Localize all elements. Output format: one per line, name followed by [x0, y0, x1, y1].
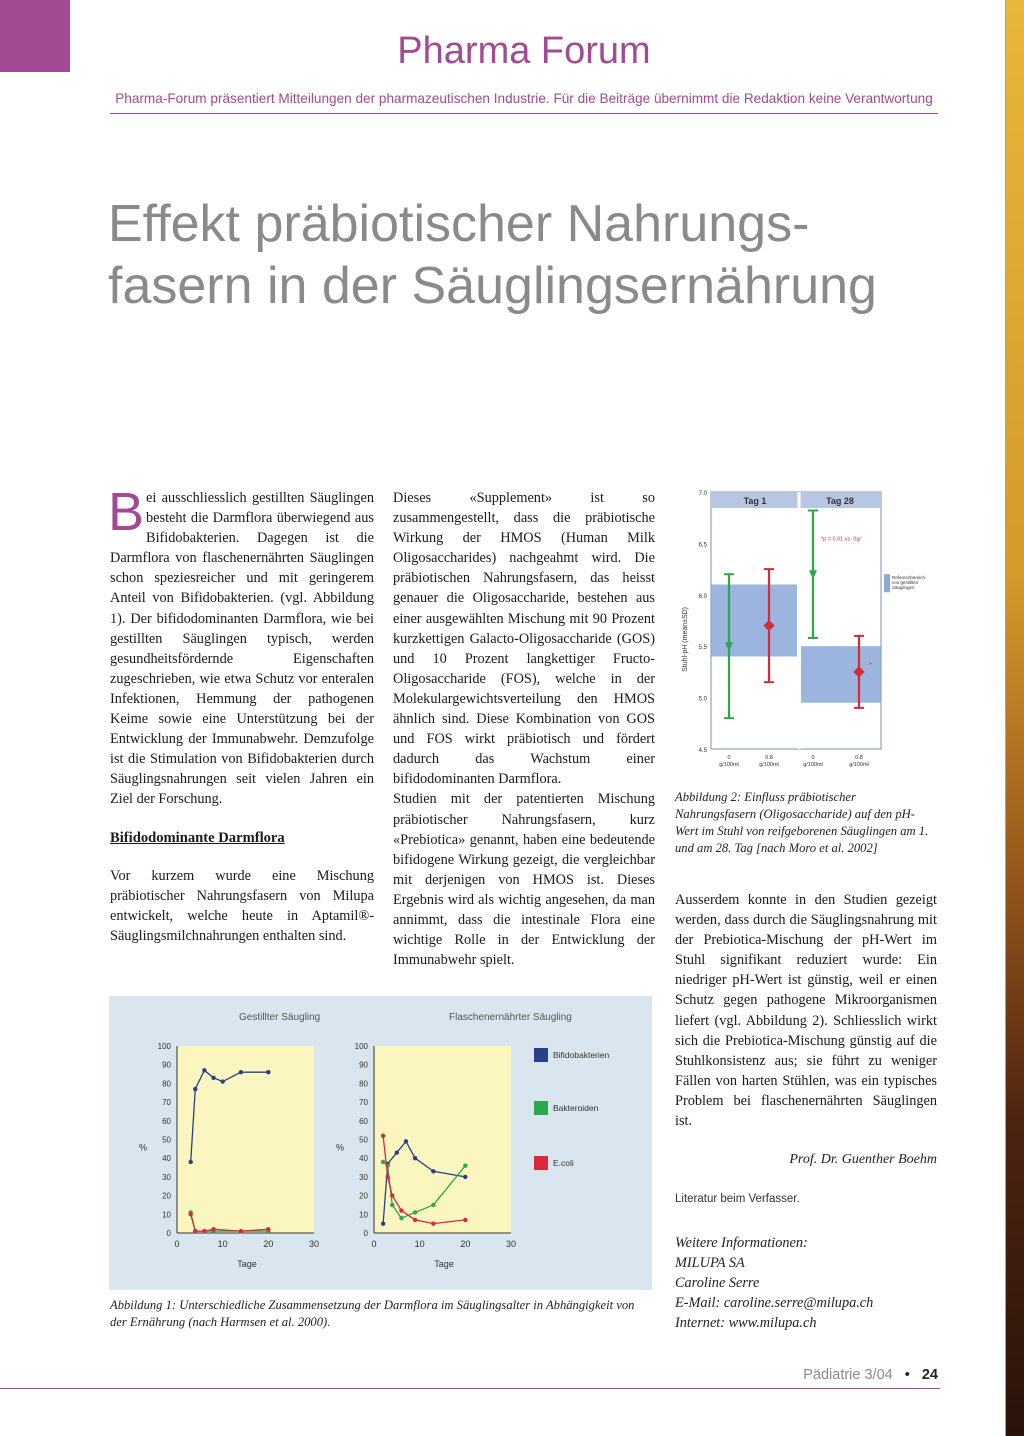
x-tick-label: 20	[263, 1239, 274, 1249]
x-tick-label: 0	[727, 755, 731, 761]
page-edge-line	[1005, 0, 1006, 1436]
legend-label: von gestillten	[892, 580, 919, 586]
y-tick-label: 20	[162, 1191, 171, 1201]
legend-swatch	[884, 574, 890, 592]
x-tick-label: 30	[505, 1239, 517, 1249]
plot-area	[177, 1046, 314, 1233]
data-point	[431, 1203, 435, 1207]
data-point	[399, 1208, 403, 1212]
significance-annotation: *p = 0.01 vs. 0g/	[821, 536, 861, 543]
y-tick-label: 6.0	[698, 593, 707, 600]
reference-band	[801, 646, 881, 703]
data-point	[220, 1079, 224, 1083]
data-point	[239, 1070, 243, 1074]
corner-accent	[0, 0, 70, 72]
page-number: 24	[921, 1367, 938, 1383]
contact-info	[675, 1233, 873, 1333]
chart-title: Flaschenernährter Säugling	[449, 1012, 572, 1023]
data-point	[202, 1068, 206, 1072]
x-tick-label: g/100ml	[803, 762, 823, 768]
y-tick-label: 40	[359, 1154, 368, 1164]
panel-header	[711, 492, 881, 508]
y-tick-label: 30	[162, 1172, 171, 1182]
data-point	[390, 1203, 394, 1207]
figure-2-chart	[675, 486, 940, 778]
x-tick-label: 0.8	[855, 755, 863, 761]
x-tick-label: 0	[174, 1239, 180, 1249]
paragraph-studien: Studien mit der patentierten Mischung präbiotischer Nahrungsfasern, kurz «Prebiotica» genannt, haben eine bedeutende bifidogene Wirkung gezeigt, die vergleichbar mit derjenigen von HMOS ist. Dieses Ergebnis wird als wichtig angesehen, da man annimmt, dass die intestinale Flora eine wichtige Rolle in der Entwicklung der Immunabwehr spielt.	[393, 791, 655, 969]
legend-swatch	[534, 1048, 548, 1062]
chart-title: Gestillter Säugling	[239, 1012, 321, 1023]
article-title	[108, 193, 928, 317]
significance-marker: *	[869, 661, 872, 669]
y-axis-label: Stuhl-pH (mean±SD)	[682, 606, 689, 672]
x-axis-label: Tage	[434, 1259, 454, 1269]
subheading: Bifidodominante Darmflora	[110, 829, 285, 846]
data-point	[395, 1150, 399, 1154]
contact-line: Weitere Informationen:	[675, 1235, 808, 1251]
page-edge-decoration	[1006, 0, 1024, 1436]
contact-website[interactable]: Internet: www.milupa.ch	[675, 1315, 817, 1332]
data-point	[431, 1169, 435, 1173]
data-point	[189, 1160, 193, 1164]
footer-rule	[0, 1388, 940, 1389]
legend-label: E.coli	[553, 1158, 574, 1168]
article-title-line2: fasern in der Säuglingsernährung	[108, 257, 877, 315]
panel-label: Tag 1	[743, 496, 767, 506]
article-title-line1: Effekt präbiotischer Nahrungs-	[108, 195, 810, 253]
data-point	[413, 1210, 417, 1214]
y-tick-label: 5.5	[698, 645, 707, 652]
intro-paragraph: ei ausschliesslich gestillten Säuglingen besteht die Darmflora überwiegend aus Bifidobakterien. Dagegen ist die Darmflora von flaschenernährten Säuglingen schon speziesreicher und mit geringerem Anteil von Bifidobakterien. (vgl. Abbildung 1). Der bifidodominanten Darmflora, wie bei gestillten Säuglingen typisch, werden gesundheitsfördernde Eigenschaften zugeschrieben, wie etwa Schutz vor enteralen Infektionen, Hemmung der pathogenen Keime sowie eine Unterstützung bei der Entwicklung der Immunabwehr. Demzufolge ist die Stimulation von Bifidobakterien durch Säuglingsnahrungen seit vielen Jahren ein Ziel der Forschung.	[110, 490, 374, 808]
data-point	[381, 1134, 385, 1138]
data-point	[413, 1218, 417, 1222]
y-tick-label: 90	[162, 1060, 171, 1070]
data-point	[463, 1218, 467, 1222]
legend-swatch	[534, 1101, 548, 1115]
data-point	[399, 1216, 403, 1220]
data-point	[413, 1156, 417, 1160]
data-point	[211, 1227, 215, 1231]
y-tick-label: 90	[359, 1060, 368, 1070]
y-tick-label: 70	[162, 1098, 171, 1108]
forum-title: Pharma Forum	[397, 30, 651, 72]
column-2	[393, 488, 655, 970]
data-point	[266, 1070, 270, 1074]
author-signature: Prof. Dr. Guenther Boehm	[789, 1152, 937, 1167]
x-tick-label: g/100ml	[849, 762, 869, 768]
header-rule	[110, 113, 938, 114]
data-point	[431, 1221, 435, 1225]
y-tick-label: 50	[359, 1135, 368, 1145]
column-1	[108, 482, 374, 946]
legend-label: Bifidobakterien	[553, 1050, 610, 1060]
data-point	[193, 1229, 197, 1233]
plot-area	[374, 1046, 511, 1233]
y-tick-label: 6.5	[698, 542, 707, 549]
data-point	[193, 1087, 197, 1091]
y-tick-label: 10	[359, 1210, 368, 1220]
data-point	[211, 1076, 215, 1080]
y-tick-label: 70	[359, 1098, 368, 1108]
contact-line: Caroline Serre	[675, 1275, 760, 1292]
x-tick-label: 10	[414, 1239, 425, 1249]
x-tick-label: 0	[371, 1239, 377, 1249]
footer	[803, 1367, 938, 1383]
x-tick-label: 20	[460, 1239, 471, 1249]
paragraph-supplement: Dieses «Supplement» ist so zusammengestellt, dass die präbiotische Wirkung der HMOS (Human Milk Oligosaccharides) nachgeahmt wird. Die präbiotischen Nahrungsfasern, das heisst genauer die Oligosaccharide, bestehen aus einer ausgewählten Mischung mit 90 Prozent kurzkettigen Galacto-Oligosaccharide (GOS) und 10 Prozent langkettiger Fructo-Oligosaccharide (FOS), welche in der Molekulargewichtsverteilung den HMOS ähnlich sind. Diese Kombination von GOS und FOS wirkt präbiotisch und fördert dadurch das Wachstum einer bifidodominanten Darmflora.	[393, 490, 655, 788]
y-tick-label: 7.0	[698, 491, 707, 497]
y-tick-label: 60	[162, 1116, 171, 1126]
y-tick-label: 80	[162, 1079, 171, 1089]
data-point	[381, 1160, 385, 1164]
data-point	[386, 1175, 390, 1179]
dropcap: B	[108, 482, 145, 542]
legend-label: Referenzbereich	[892, 575, 926, 581]
data-point	[266, 1227, 270, 1231]
x-axis-label: Tage	[237, 1259, 257, 1269]
data-point	[463, 1175, 467, 1179]
legend-label: Bakteroiden	[553, 1103, 599, 1113]
data-point	[202, 1229, 206, 1233]
y-tick-label: 50	[162, 1135, 171, 1145]
reference-band	[711, 585, 797, 657]
paragraph-ph-wert: Ausserdem konnte in den Studien gezeigt werden, dass durch die Säuglingsnahrung mit der Prebiotica-Mischung der pH-Wert im Stuhl signifikant reduziert wurde: Ein niedriger pH-Wert ist günstig, weil er einen Schutz gegen pathogene Mikroorganismen liefert (vgl. Abbildung 2). Schliesslich wirkt sich die Prebiotica-Mischung günstig auf die Stuhlkonsistenz aus; sie führt zu weniger Fällen von harten Stühlen, was ein typisches Problem bei flaschenernährten Säuglingen ist.	[675, 892, 937, 1130]
x-tick-label: 10	[217, 1239, 228, 1249]
contact-email[interactable]: E-Mail: caroline.serre@milupa.ch	[675, 1295, 874, 1312]
y-tick-label: 60	[359, 1116, 368, 1126]
figure-1-chart	[109, 996, 652, 1290]
y-tick-label: 10	[162, 1210, 171, 1220]
x-tick-label: 0.8	[765, 755, 773, 761]
y-tick-label: 0	[166, 1229, 171, 1238]
x-tick-label: 0	[811, 755, 815, 761]
x-tick-label: 30	[308, 1239, 320, 1249]
data-point	[390, 1193, 394, 1197]
figure-1-caption: Abbildung 1: Unterschiedliche Zusammensetzung der Darmflora im Säuglingsalter in Abhängigkeit von der Ernährung (nach Harmsen et al. 2000).	[110, 1298, 635, 1329]
column-3	[675, 890, 937, 1131]
literature-note: Literatur beim Verfasser.	[675, 1193, 800, 1205]
forum-subtitle: Pharma-Forum präsentiert Mitteilungen der pharmazeutischen Industrie. Für die Beiträge übernimmt die Redaktion keine Verantwortung	[115, 91, 933, 106]
y-tick-label: 30	[359, 1172, 368, 1182]
y-tick-label: 20	[359, 1191, 368, 1201]
legend-label: Säuglingen	[892, 585, 915, 591]
data-point	[189, 1212, 193, 1216]
legend-swatch	[534, 1156, 548, 1170]
data-point	[404, 1139, 408, 1143]
footer-bullet: •	[904, 1367, 910, 1383]
y-axis-label: %	[336, 1142, 345, 1153]
panel-label: Tag 28	[826, 496, 854, 506]
figure-2	[675, 486, 940, 778]
y-tick-label: 0	[363, 1229, 368, 1238]
y-axis-label: %	[139, 1142, 148, 1153]
data-point	[381, 1221, 385, 1225]
y-tick-label: 100	[354, 1042, 368, 1051]
journal-issue: Pädiatrie 3/04	[803, 1367, 893, 1383]
figure-1	[109, 996, 652, 1290]
y-tick-label: 5.0	[698, 696, 707, 703]
y-tick-label: 100	[157, 1042, 171, 1051]
x-tick-label: g/100ml	[719, 762, 739, 768]
contact-line: MILUPA SA	[675, 1255, 745, 1272]
figure-2-caption: Abbildung 2: Einfluss präbiotischer Nahrungsfasern (Oligosaccharide) auf den pH-Wert im Stuhl von reifgeborenen Säuglingen am 1. und am 28. Tag [nach Moro et al. 2002]	[675, 790, 929, 855]
y-tick-label: 40	[162, 1154, 171, 1164]
y-tick-label: 80	[359, 1079, 368, 1089]
y-tick-label: 4.5	[698, 748, 707, 754]
x-tick-label: g/100ml	[759, 762, 779, 768]
data-point	[463, 1163, 467, 1167]
paragraph-aptamil: Vor kurzem wurde eine Mischung präbiotischer Nahrungsfasern von Milupa entwickelt, welche heute in Aptamil®-Säuglingsmilchnahrungen enthalten sind.	[110, 867, 374, 944]
data-point	[239, 1229, 243, 1233]
